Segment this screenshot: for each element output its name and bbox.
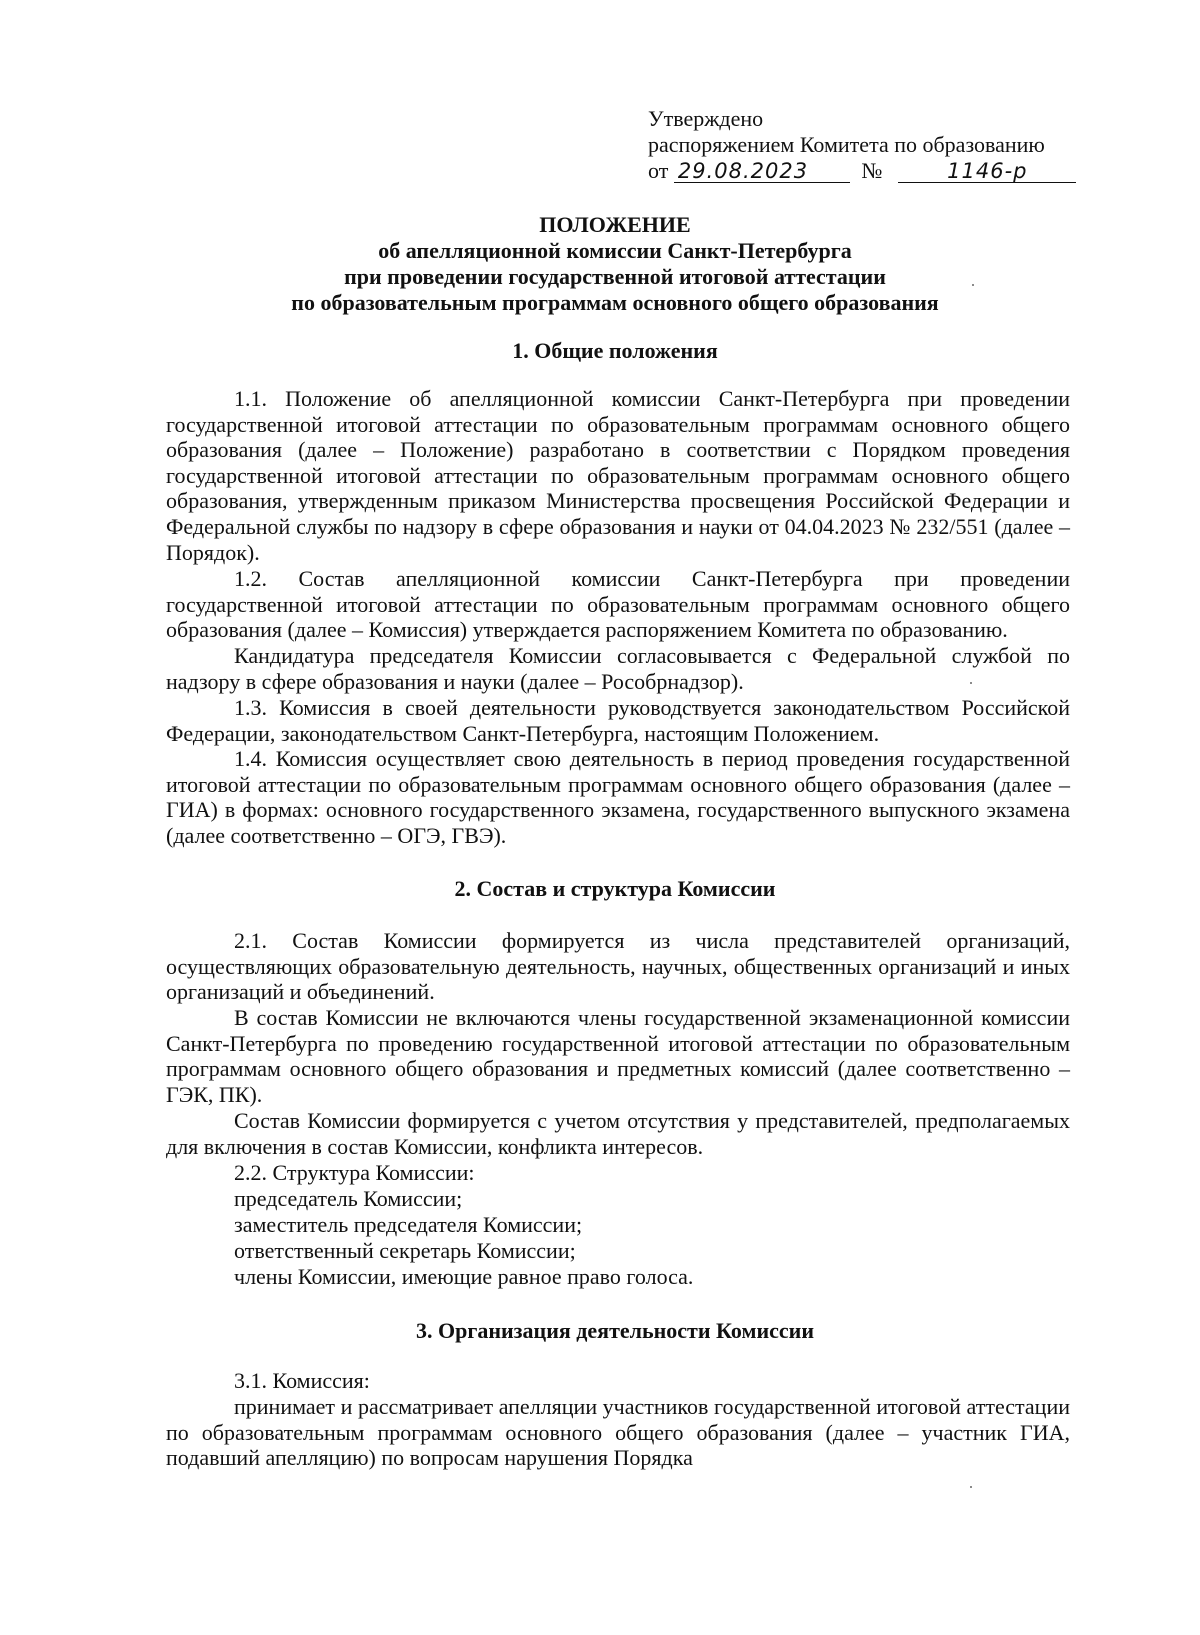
- paragraph-2-1: 2.1. Состав Комиссии формируется из числа представителей организаций, осуществляющих образовательную деятельность, научных, общественных организаций и иных организаций и объединений.: [166, 928, 1070, 1005]
- paragraph-1-4: 1.4. Комиссия осуществляет свою деятельность в период проведения государственной итоговой аттестации по образовательным программам основного общего образования (далее – ГИА) в формах: основного государственного экзамена, государственного выпускного экзамена (далее соответственно – ОГЭ, ГВЭ).: [166, 746, 1070, 848]
- paragraph-1-2-b: Кандидатура председателя Комиссии согласовывается с Федеральной службой по надзору в сфере образования и науки (далее – Рособрнадзор).: [166, 643, 1070, 694]
- paragraph-2-1-c: Состав Комиссии формируется с учетом отсутствия у представителей, предполагаемых для включения в состав Комиссии, конфликта интересов.: [166, 1108, 1070, 1159]
- title-line-2: об апелляционной комиссии Санкт-Петербурга: [378, 238, 852, 263]
- title-line-4: по образовательным программам основного общего образования: [291, 290, 939, 315]
- document-title: [160, 212, 1070, 316]
- paragraph-3-1-a: принимает и рассматривает апелляции участников государственной итоговой аттестации по образовательным программам основного общего образования (далее – участник ГИА, подавший апелляцию) по вопросам нарушения Порядка: [166, 1394, 1070, 1471]
- handwritten-date: 29.08.2023: [674, 160, 850, 183]
- paragraph-1-3: 1.3. Комиссия в своей деятельности руководствуется законодательством Российской Федерации, законодательством Санкт-Петербурга, настоящим Положением.: [166, 695, 1070, 746]
- approval-date-number-line: [648, 158, 1148, 184]
- number-sign: №: [861, 158, 883, 183]
- paragraph-3-1: 3.1. Комиссия:: [234, 1368, 370, 1393]
- scan-speck: [970, 682, 972, 684]
- paragraph-2-1-b: В состав Комиссии не включаются члены государственной экзаменационной комиссии Санкт-Петербурга по проведению государственной итоговой аттестации по образовательным программам основного общего образования и предметных комиссий (далее соответственно – ГЭК, ПК).: [166, 1005, 1070, 1107]
- structure-item: председатель Комиссии;: [234, 1186, 463, 1211]
- section-2-heading: 2. Состав и структура Комиссии: [454, 876, 776, 901]
- section-3-heading: 3. Организация деятельности Комиссии: [415, 1318, 815, 1343]
- approval-block: [648, 106, 1148, 184]
- paragraph-2-2: 2.2. Структура Комиссии:: [234, 1160, 475, 1185]
- date-prefix: от: [648, 158, 669, 183]
- paragraph-1-2: 1.2. Состав апелляционной комиссии Санкт-Петербурга при проведении государственной итоговой аттестации по образовательным программам основного общего образования (далее – Комиссия) утверждается распоряжением Комитета по образованию.: [166, 566, 1070, 643]
- structure-item: члены Комиссии, имеющие равное право голоса.: [234, 1264, 694, 1289]
- structure-item: ответственный секретарь Комиссии;: [234, 1238, 576, 1263]
- scan-speck: [972, 284, 974, 286]
- section-1-heading: 1. Общие положения: [512, 338, 718, 363]
- paragraph-1-1: 1.1. Положение об апелляционной комиссии Санкт-Петербурга при проведении государственной итоговой аттестации по образовательным программам основного общего образования (далее – Положение) разработано в соответствии с Порядком проведения государственной итоговой аттестации по образовательным программам основного общего образования, утвержденным приказом Министерства просвещения Российской Федерации и Федеральной службы по надзору в сфере образования и науки от 04.04.2023 № 232/551 (далее – Порядок).: [166, 386, 1070, 565]
- approval-label: Утверждено: [648, 106, 764, 131]
- approval-authority: распоряжением Комитета по образованию: [648, 132, 1045, 157]
- handwritten-number: 1146-р: [898, 160, 1076, 183]
- structure-item: заместитель председателя Комиссии;: [234, 1212, 583, 1237]
- title-line-1: ПОЛОЖЕНИЕ: [539, 212, 691, 237]
- title-line-3: при проведении государственной итоговой аттестации: [344, 264, 886, 289]
- scan-speck: [970, 1486, 972, 1488]
